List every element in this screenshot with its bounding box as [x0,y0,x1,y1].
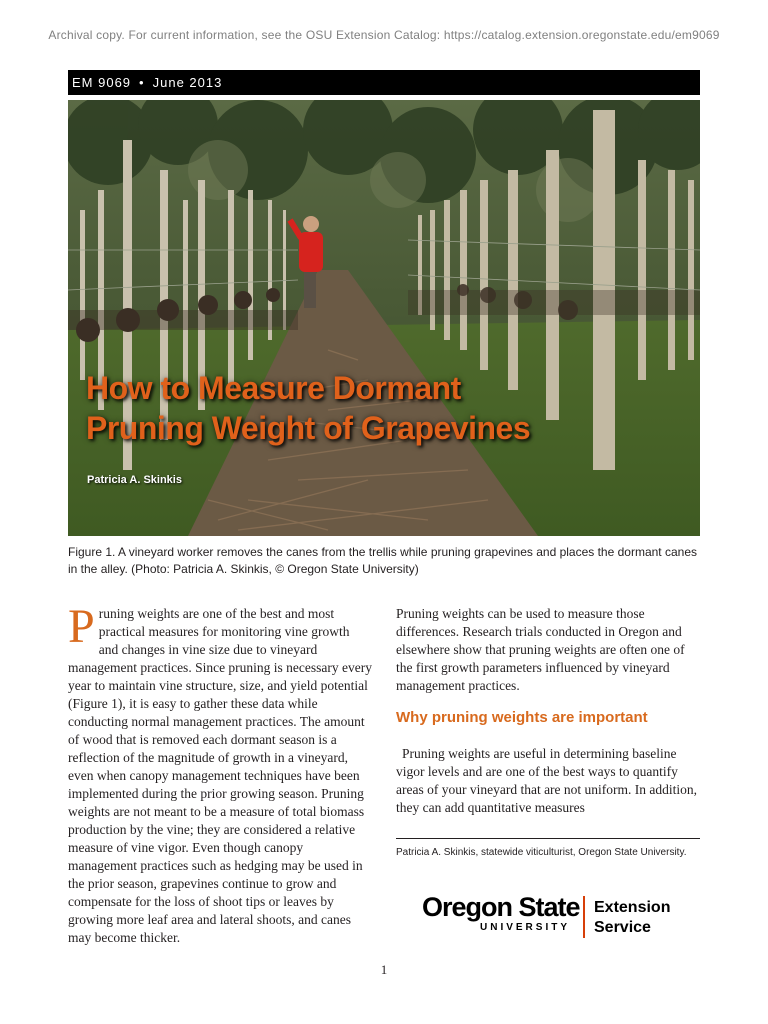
figure-caption: Figure 1. A vineyard worker removes the canes from the trellis while pruning grapevines and places the dormant canes in the alley. (Photo: Patricia A. Skinkis, © Oregon State University) [68,545,697,576]
page-number: 1 [380,962,388,977]
section-heading: Why pruning weights are important [396,709,648,726]
logo-divider [583,896,585,938]
right-paragraph-1: Pruning weights can be used to measure those differences. Research trials conducted in Oregon and elsewhere show that pruning weights are often one of the first growth parameters influenced by vineyard management practices. [396,606,685,693]
logo-extension: Extension [594,899,671,916]
logo-extension-service [594,898,670,938]
vineyard-photo [68,100,700,536]
drop-cap: P [68,600,95,653]
right-column [396,605,702,817]
bullet-separator: • [139,75,145,90]
publication-date: June 2013 [152,75,223,90]
intro-paragraph [68,600,373,947]
publication-number: EM 9069 [72,75,132,90]
title-line-1: How to Measure Dormant [86,370,461,406]
archival-note: Archival copy. For current information, see the OSU Extension Catalog: https://catalog.extension.oregonstate.edu/em9069 [48,28,720,42]
left-column [68,600,373,947]
right-paragraph-2: Pruning weights are useful in determining baseline vigor levels and are one of the best ways to quantify areas of your vineyard that are not uniform. In addition, they can add quantitative measures [396,746,698,815]
author-name: Patricia A. Skinkis [87,474,182,486]
vineyard-illustration [68,100,700,536]
intro-paragraph-text: runing weights are one of the best and most practical measures for monitoring vine growth and changes in vine size due to vineyard management practices. Since pruning is necessary every year to maintain vine structure, size, and yield potential (Figure 1), it is easy to gather these data while conducting normal management practices. The amount of wood that is removed each dormant season is a reflection of the magnitude of growth in a vineyard, even when canopy management techniques have been implemented during the prior growing season. Pruning weights are not meant to be a measure of total biomass production by the vine; they are considered a relative measure of vine vigor. Even though canopy management practices such as hedging may be used in the prior season, grapevines continue to grow and compensate for the loss of shoot tips or leaves by growing more leaf area and lateral shoots, and canes may become thicker. [68,606,373,945]
publication-bar [68,70,700,95]
title-line-2: Pruning Weight of Grapevines [86,410,531,446]
logo-service: Service [594,919,651,936]
footnote-divider [396,838,700,839]
osu-extension-logo [422,892,682,942]
document-title [86,368,530,448]
logo-university: UNIVERSITY [480,922,571,933]
logo-oregon-state: Oregon State [422,892,580,922]
author-affiliation: Patricia A. Skinkis, statewide viticulturist, Oregon State University. [396,847,687,858]
